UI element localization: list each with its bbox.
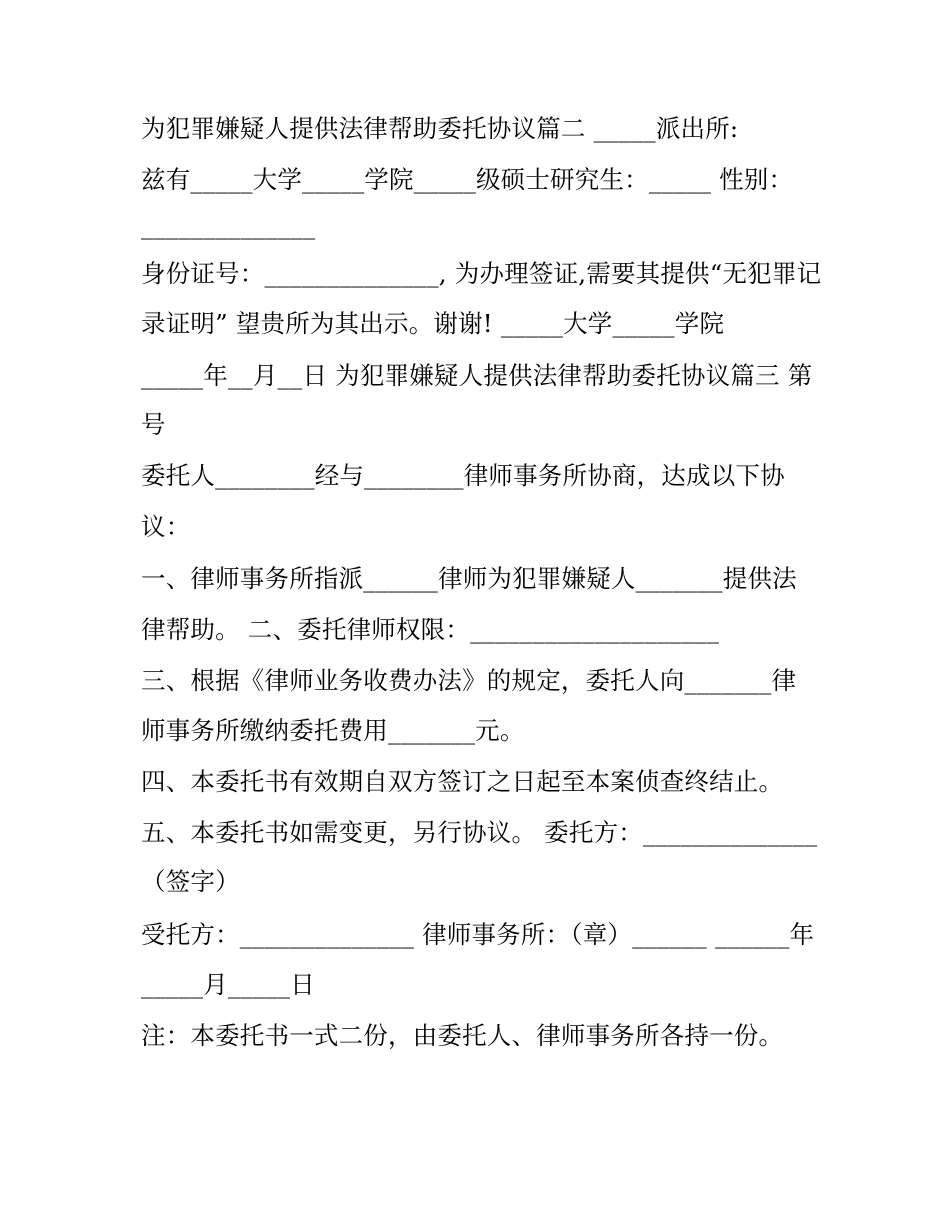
text-line-19: 注：本委托书一式二份，由委托人、律师事务所各持一份。 — [141, 1021, 784, 1050]
text-line-1: 为犯罪嫌疑人提供法律帮助委托协议篇二 _____派出所: — [141, 114, 739, 143]
text-line-13: 师事务所缴纳委托费用_______元。 — [141, 716, 525, 745]
text-line-3: ______________ — [141, 211, 316, 240]
text-line-14: 四、本委托书有效期自双方签订之日起至本案侦查终结止。 — [141, 767, 784, 796]
text-line-8: 委托人________经与________律师事务所协商，达成以下协 — [141, 461, 785, 490]
text-line-16: （签字） — [141, 867, 240, 896]
text-line-9: 议： — [141, 512, 191, 541]
text-line-11: 律帮助。 二、委托律师权限：____________________ — [141, 615, 720, 644]
text-line-15: 五、本委托书如需变更，另行协议。 委托方：______________ — [141, 818, 818, 847]
text-line-7: 号 — [141, 410, 166, 439]
text-line-5: 录证明” 望贵所为其出示。谢谢! _____大学_____学院 — [141, 309, 725, 338]
text-line-6: _____年__月__日 为犯罪嫌疑人提供法律帮助委托协议篇三 第 — [141, 361, 813, 390]
text-line-2: 兹有_____大学_____学院_____级硕士研究生：_____ 性别： — [141, 165, 794, 194]
text-line-18: _____月_____日 — [141, 970, 315, 999]
text-line-17: 受托方：______________ 律师事务所：（章）______ ______年 — [141, 920, 815, 949]
text-line-4: 身份证号：______________, 为办理签证,需要其提供“无犯罪记 — [141, 259, 822, 288]
text-line-10: 一、律师事务所指派______律师为犯罪嫌疑人_______提供法 — [141, 564, 797, 593]
text-line-12: 三、根据《律师业务收费办法》的规定，委托人向_______律 — [141, 666, 797, 695]
